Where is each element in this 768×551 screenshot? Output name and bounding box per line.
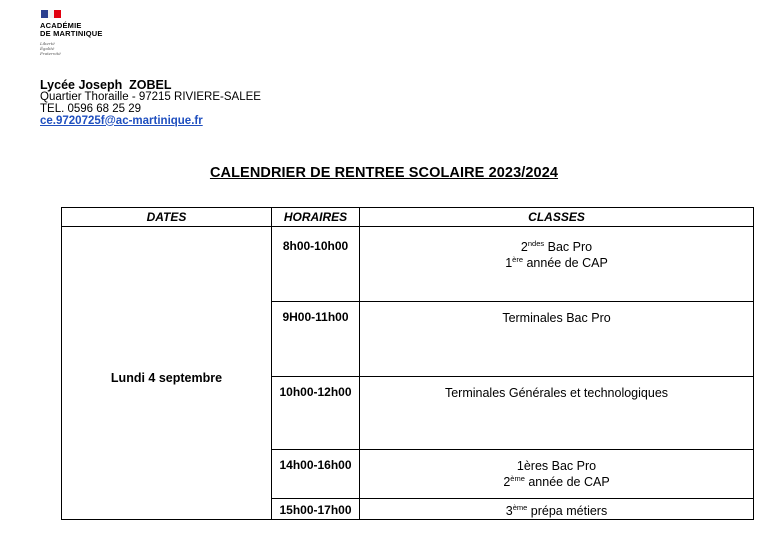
schedule-table — [61, 207, 754, 520]
hours-cell: 15h00-17h00 — [272, 499, 360, 520]
motto-fraternite: Fraternité — [40, 51, 61, 56]
class-line — [360, 255, 753, 271]
ordinal-suffix: ère — [512, 255, 523, 264]
class-line-text: prépa métiers — [527, 504, 608, 518]
hours-cell: 9H00-11h00 — [272, 302, 360, 377]
class-line — [360, 310, 753, 326]
school-email-link[interactable]: ce.9720725f@ac-martinique.fr — [40, 114, 203, 127]
class-line — [360, 458, 753, 474]
ordinal-suffix: ndes — [527, 239, 545, 248]
class-line-text: Bac Pro — [544, 240, 593, 254]
class-line-text: année de CAP — [523, 256, 608, 270]
classes-cell — [360, 499, 754, 520]
class-line — [360, 385, 753, 401]
table-row — [62, 227, 754, 302]
class-line — [360, 239, 753, 255]
class-line-text: année de CAP — [524, 475, 610, 489]
class-line — [360, 474, 753, 490]
ordinal-suffix: ème — [512, 503, 528, 512]
class-line-text: 2 — [503, 475, 511, 489]
table-header-row — [62, 208, 754, 227]
school-phone: TEL. 0596 68 25 29 — [40, 102, 142, 115]
date-cell: Lundi 4 septembre — [62, 227, 272, 520]
classes-cell — [360, 302, 754, 377]
school-header — [40, 79, 261, 127]
class-line-text: 2 — [520, 240, 528, 254]
hours-cell: 8h00-10h00 — [272, 227, 360, 302]
page-title: CALENDRIER DE RENTREE SCOLAIRE 2023/2024 — [209, 165, 559, 181]
classes-cell — [360, 450, 754, 499]
header-classes: CLASSES — [360, 208, 754, 227]
logo-line-2: DE MARTINIQUE — [40, 29, 103, 38]
header-dates: DATES — [62, 208, 272, 227]
motto-egalite: Égalité — [40, 46, 55, 51]
school-address: Quartier Thoraille - 97215 RIVIERE-SALEE — [40, 91, 261, 103]
school-name: Lycée Joseph ZOBEL — [40, 78, 172, 92]
class-line-text: 3 — [505, 504, 513, 518]
classes-cell — [360, 227, 754, 302]
academie-logo — [40, 10, 135, 56]
class-line-text: 1 — [505, 256, 513, 270]
logo-line-1: ACADÉMIE — [40, 21, 82, 30]
classes-cell — [360, 377, 754, 450]
class-line — [360, 503, 753, 519]
hours-cell: 10h00-12h00 — [272, 377, 360, 450]
french-flag-icon — [41, 10, 61, 18]
motto-liberte: Liberté — [40, 41, 55, 46]
hours-cell: 14h00-16h00 — [272, 450, 360, 499]
class-line-text: 1ères Bac Pro — [516, 459, 597, 473]
ordinal-suffix: ème — [510, 474, 525, 483]
header-horaires: HORAIRES — [272, 208, 360, 227]
class-line-text: Terminales Bac Pro — [502, 311, 611, 325]
class-line-text: Terminales Générales et technologiques — [444, 386, 669, 400]
